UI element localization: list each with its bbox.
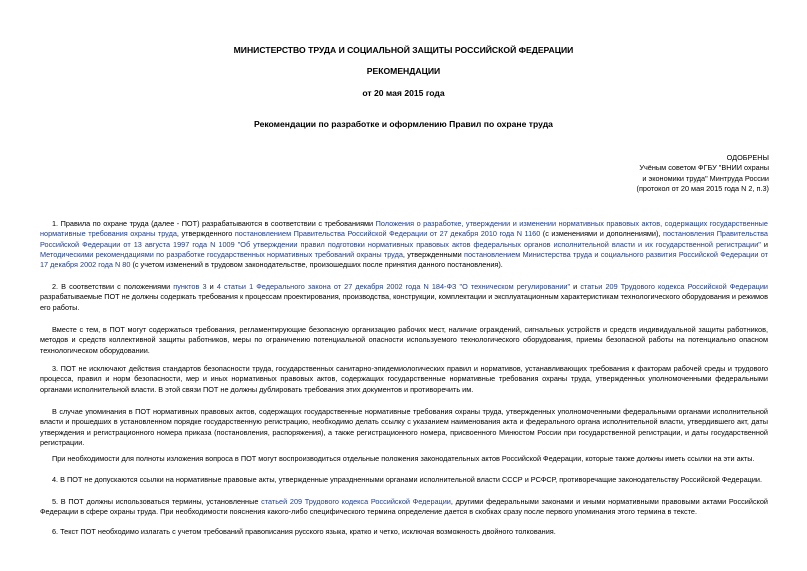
- paragraph-6: При необходимости для полноты изложения вопроса в ПОТ могут воспроизводиться отдельные положения законодательных актов Российской Федерации, которые также должны иметь ссылки на эти акты.: [52, 454, 755, 463]
- link-methodical-recommendations[interactable]: Методическими рекомендациями по разработке государственных нормативных требований охраны труда: [40, 249, 403, 259]
- paragraph-3: Вместе с тем, в ПОТ могут содержаться требования, регламентирующие безопасную организацию рабочих мест, наличие ограждений, сигнальных устройств и средств индивидуальной защиты работников, методов и средств коллективной защиты работников, меры по ограничению потенциальной опасности используемого технологического оборудования, приемы безопасной работы на потенциально опасном технологическом оборудовании.: [40, 325, 768, 355]
- p2-text-1: 2. В соответствии с положениями: [52, 282, 174, 291]
- p1-text-4: и: [760, 239, 769, 249]
- doc-type-heading: РЕКОМЕНДАЦИИ: [366, 66, 441, 76]
- paragraph-7: 4. В ПОТ не допускаются ссылки на нормативные правовые акты, утвержденные упраздненными органами исполнительной власти СССР и РСФСР, противоречащие законодательству Российской Федерации.: [52, 475, 762, 484]
- paragraph-5: В случае упоминания в ПОТ нормативных правовых актов, содержащих государственные нормативные требования охраны труда, утвержденных уполномоченными федеральными органами исполнительной власти и прошедших в установленном порядке государственную регистрацию, необходимо делать ссылку с указанием наименования акта и федерального органа исполнительной власти, утвердившего акт, даты утверждения и регистрационного номера приказа (постановления, распоряжения), а также регистрационного номера, присвоенного Минюстом России при государственной регистрации, и даты государственной регистрации.: [40, 407, 768, 447]
- link-regulation-on-acts[interactable]: Положения о разработке, утверждении и изменении нормативных правовых актов, содержащих государственные нормативные требования охраны труда: [40, 219, 768, 239]
- approval-line-3: и экономики труда" Минтруда России: [642, 173, 769, 183]
- paragraph-1: [40, 219, 768, 270]
- link-resolution-80[interactable]: постановлением Министерства труда и социального развития Российской Федерации от 17 декабря 2002 года N 80: [40, 249, 768, 270]
- link-resolution-1160[interactable]: постановлением Правительства Российской Федерации от 27 декабря 2010 года N 1160: [234, 229, 541, 239]
- paragraph-9: 6. Текст ПОТ необходимо излагать с учетом требований правописания русского языка, кратко и четко, исключая возможность двойного толкования.: [52, 527, 556, 536]
- paragraph-4: 3. ПОТ не исключают действия стандартов безопасности труда, государственных санитарно-эпидемиологических правил и нормативов, устанавливающих требования к факторам рабочей среды и трудового процесса, правил и норм безопасности, мер и иных нормативных правовых актов, содержащих государственные нормативные требования охраны труда, утвержденных уполномоченными федеральными органами исполнительной власти. В этой связи ПОТ не должны дублировать требования этих документов и противоречить им.: [40, 364, 768, 394]
- paragraph-2: [40, 282, 768, 313]
- approval-line-1: ОДОБРЕНЫ: [726, 153, 769, 162]
- p2-text-3: и: [570, 282, 581, 291]
- link-labor-code-209[interactable]: статьи 209 Трудового кодекса Российской Федерации: [580, 282, 768, 291]
- doc-title: Рекомендации по разработке и оформлению Правил по охране труда: [254, 119, 553, 129]
- p1-text-3: (с изменениями и дополнениями),: [540, 229, 663, 239]
- ministry-heading: МИНИСТЕРСТВО ТРУДА И СОЦИАЛЬНОЙ ЗАЩИТЫ РОССИЙСКОЙ ФЕДЕРАЦИИ: [233, 45, 574, 55]
- approval-line-4: (протокол от 20 мая 2015 года N 2, п.3): [636, 184, 769, 194]
- paragraph-8: [40, 497, 768, 518]
- link-resolution-1009[interactable]: постановления Правительства Российской Федерации от 13 августа 1997 года N 1009 "Об утверждении правил подготовки нормативных правовых актов федеральных органов исполнительной власти и их государственной регистрации": [40, 229, 768, 249]
- p1-text-1: 1. Правила по охране труда (далее - ПОТ) разрабатываются в соответствии с требованиями: [52, 219, 376, 228]
- p2-text-4: разрабатываемые ПОТ не должны содержать требования к процессам проектирования, производства, конструкции, комплектации и эксплуатационным характеристикам технологического оборудования и режимов его работы.: [40, 292, 768, 312]
- link-labor-code-209-terms[interactable]: статьей 209 Трудового кодекса Российской Федерации: [261, 497, 451, 506]
- p2-text-2: и: [206, 282, 217, 291]
- p8-text-1: 5. В ПОТ должны использоваться термины, установленные: [52, 497, 262, 506]
- p1-text-2: , утвержденного: [176, 229, 235, 239]
- doc-date: от 20 мая 2015 года: [362, 88, 445, 98]
- p8-text-2: , другими федеральными законами и иными нормативными правовыми актами Российской Федерации в сфере охраны труда. При необходимости пояснения какого-либо специфического термина определение дается в скобках сразу после первого упоминания этого термина в тексте.: [40, 497, 768, 517]
- link-federal-law-184[interactable]: 4 статьи 1 Федерального закона от 27 декабря 2002 года N 184-ФЗ "О техническом регулировании": [216, 282, 571, 291]
- approval-block: [637, 153, 769, 195]
- p1-text-5: , утвержденными: [402, 249, 465, 259]
- approval-line-2: Учёным советом ФГБУ "ВНИИ охраны: [639, 163, 769, 173]
- p1-text-6: (с учетом изменений в трудовом законодательстве, произошедших после принятия данного постановления).: [130, 260, 503, 270]
- link-items-3[interactable]: пунктов 3: [173, 282, 207, 291]
